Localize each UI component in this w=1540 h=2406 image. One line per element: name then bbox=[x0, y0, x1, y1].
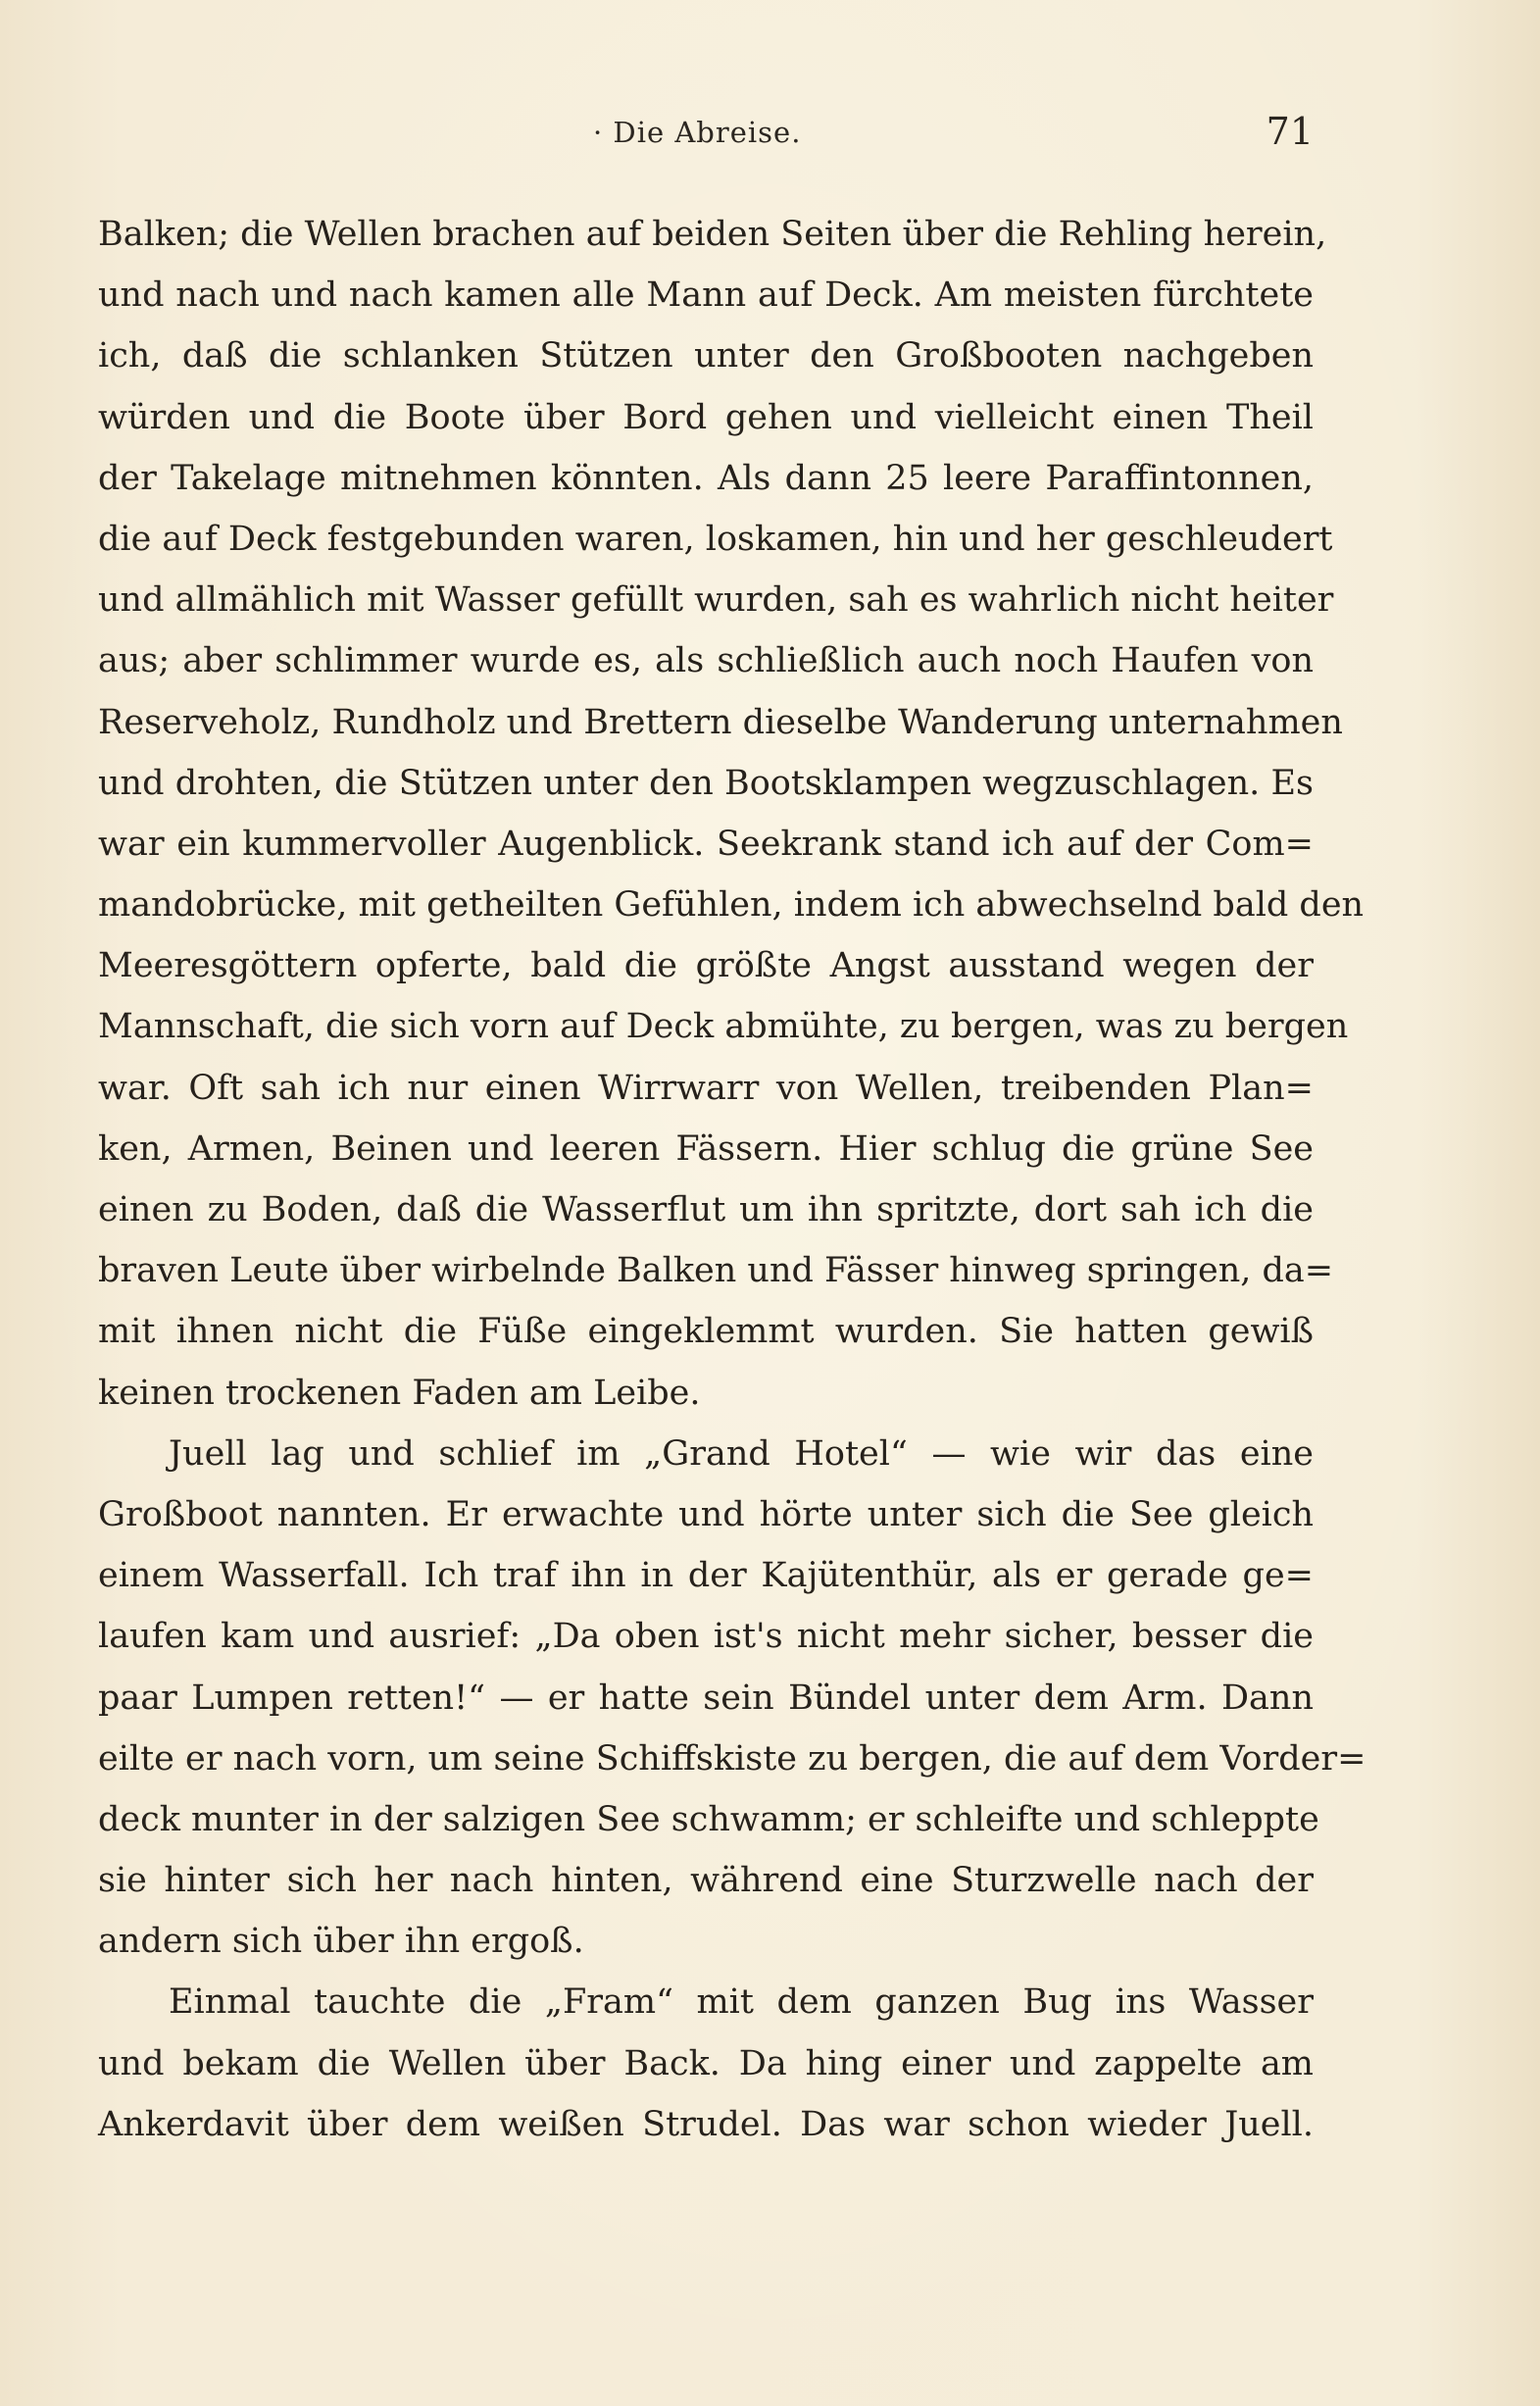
text-line: einen zu Boden, daß die Wasserflut um ihn spritzte, dort sah ich die bbox=[98, 1190, 1314, 1229]
text-line: paar Lumpen retten!“ — er hatte sein Bündel unter dem Arm. Dann bbox=[98, 1678, 1314, 1718]
text-line: war. Oft sah ich nur einen Wirrwarr von Wellen, treibenden Plan= bbox=[98, 1068, 1314, 1108]
text-line: und bekam die Wellen über Back. Da hing einer und zappelte am bbox=[98, 2043, 1314, 2083]
text-line: Meeresgöttern opferte, bald die größte Angst ausstand wegen der bbox=[98, 946, 1314, 986]
text-line: laufen kam und ausrief: „Da oben ist's nicht mehr sicher, besser die bbox=[98, 1617, 1314, 1657]
page-header bbox=[98, 110, 1314, 159]
paragraph-first-line: Juell lag und schlief im „Grand Hotel“ — wie wir das eine bbox=[169, 1433, 1314, 1474]
text-line: Ankerdavit über dem weißen Strudel. Das war schon wieder Juell. bbox=[98, 2104, 1314, 2144]
text-line: ken, Armen, Beinen und leeren Fässern. Hier schlug die grüne See bbox=[98, 1128, 1314, 1169]
paragraph-end-line: keinen trockenen Faden am Leibe. bbox=[98, 1373, 701, 1413]
text-line: und allmählich mit Wasser gefüllt wurden, sah es wahrlich nicht heiter bbox=[98, 580, 1334, 621]
text-line: Balken; die Wellen brachen auf beiden Seiten über die Rehling herein, bbox=[98, 215, 1327, 254]
text-line: sie hinter sich her nach hinten, während eine Sturzwelle nach der bbox=[98, 1861, 1314, 1901]
page-number: 71 bbox=[1266, 110, 1314, 153]
paragraph-end-line: andern sich über ihn ergoß. bbox=[98, 1922, 584, 1962]
text-line: einem Wasserfall. Ich traf ihn in der Kajütenthür, als er gerade ge= bbox=[98, 1556, 1314, 1596]
text-line: würden und die Boote über Bord gehen und vielleicht einen Theil bbox=[98, 397, 1314, 437]
text-line: und drohten, die Stützen unter den Bootsklampen wegzuschlagen. Es bbox=[98, 763, 1314, 803]
text-line: deck munter in der salzigen See schwamm; er schleifte und schleppte bbox=[98, 1799, 1319, 1839]
text-line: Mannschaft, die sich vorn auf Deck abmühte, zu bergen, was zu bergen bbox=[98, 1007, 1349, 1047]
text-line: Reserveholz, Rundholz und Brettern dieselbe Wanderung unternahmen bbox=[98, 702, 1343, 742]
text-line: braven Leute über wirbelnde Balken und Fässer hinweg springen, da= bbox=[98, 1251, 1334, 1291]
text-line: mit ihnen nicht die Füße eingeklemmt wurden. Sie hatten gewiß bbox=[98, 1312, 1314, 1352]
text-line: mandobrücke, mit getheilten Gefühlen, indem ich abwechselnd bald den bbox=[98, 885, 1365, 926]
text-line: die auf Deck festgebunden waren, loskamen, hin und her geschleudert bbox=[98, 519, 1333, 559]
text-line: ich, daß die schlanken Stützen unter den Großbooten nachgeben bbox=[98, 336, 1314, 376]
text-line: war ein kummervoller Augenblick. Seekrank stand ich auf der Com= bbox=[98, 824, 1314, 864]
text-line: aus; aber schlimmer wurde es, als schließlich auch noch Haufen von bbox=[98, 641, 1314, 681]
body-text bbox=[98, 204, 1366, 2155]
text-line: eilte er nach vorn, um seine Schiffskiste zu bergen, die auf dem Vorder= bbox=[98, 1738, 1366, 1779]
paragraph-first-line: Einmal tauchte die „Fram“ mit dem ganzen Bug ins Wasser bbox=[169, 1982, 1314, 2023]
text-line: und nach und nach kamen alle Mann auf Deck. Am meisten fürchtete bbox=[98, 276, 1314, 316]
running-title: · Die Abreise. bbox=[593, 116, 802, 149]
text-line: Großboot nannten. Er erwachte und hörte unter sich die See gleich bbox=[98, 1494, 1314, 1534]
text-line: der Takelage mitnehmen könnten. Als dann 25 leere Paraffintonnen, bbox=[98, 458, 1314, 498]
